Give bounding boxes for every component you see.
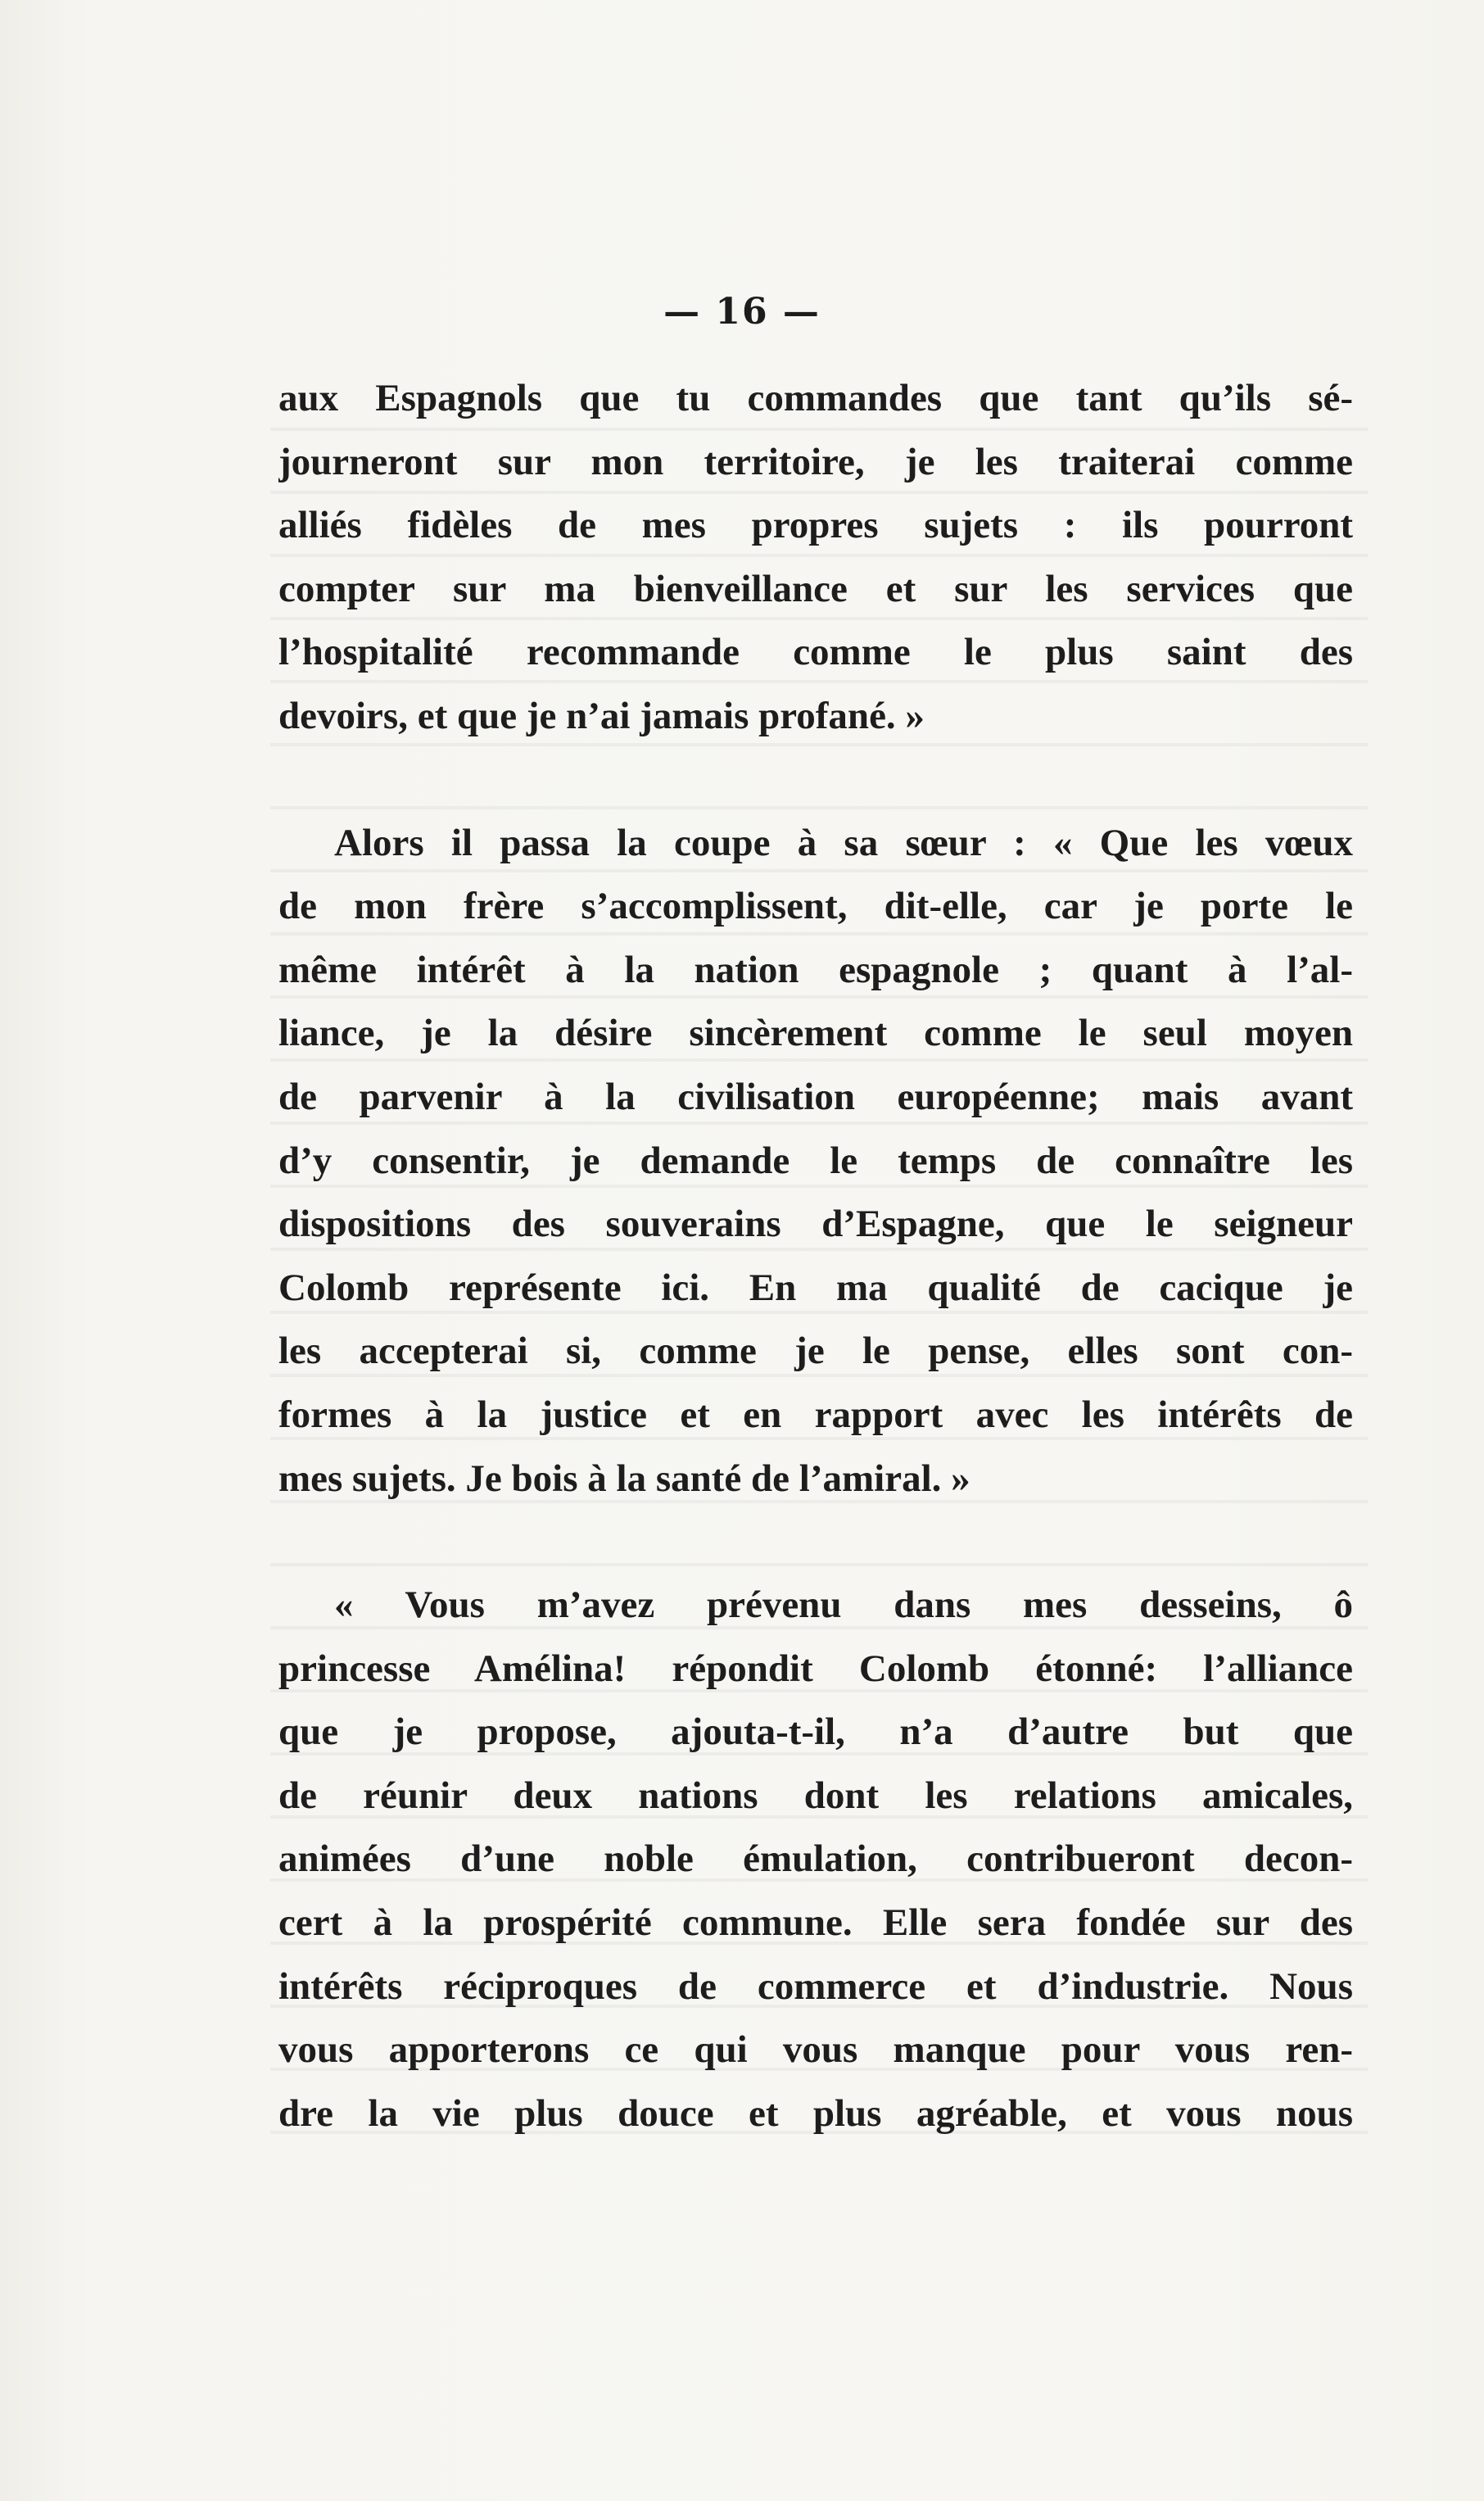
text-line: Alors il passa la coupe à sa sœur : « Que les vœux	[334, 821, 1353, 864]
text-line: de réunir deux nations dont les relations amicales,	[278, 1774, 1353, 1817]
text-line: les accepterai si, comme je le pense, elles sont con-	[278, 1330, 1353, 1373]
text-line: princesse Amélina! répondit Colomb étonné: l’alliance	[278, 1647, 1353, 1690]
paragraph-3	[278, 1574, 1353, 2145]
text-line: journeront sur mon territoire, je les traiterai comme	[278, 440, 1353, 483]
text-line: de mon frère s’accomplissent, dit-elle, car je porte le	[278, 885, 1353, 928]
text-line: animées d’une noble émulation, contribueront decon-	[278, 1837, 1353, 1881]
text-line: formes à la justice et en rapport avec les intérêts de	[278, 1393, 1353, 1436]
text-line: mes sujets. Je bois à la santé de l’amiral. »	[278, 1457, 970, 1500]
paragraph-1	[278, 367, 1353, 749]
text-line: l’hospitalité recommande comme le plus saint des	[278, 631, 1353, 674]
paragraph-2	[278, 812, 1353, 1511]
text-line: aux Espagnols que tu commandes que tant qu’ils sé-	[278, 377, 1353, 419]
text-line: devoirs, et que je n’ai jamais profané. »	[278, 694, 925, 737]
text-line: que je propose, ajouta-t-il, n’a d’autre but que	[278, 1710, 1353, 1754]
text-line: « Vous m’avez prévenu dans mes desseins, ô	[334, 1584, 1353, 1627]
text-line: compter sur ma bienveillance et sur les services que	[278, 567, 1353, 610]
text-line: cert à la prospérité commune. Elle sera fondée sur des	[278, 1901, 1353, 1945]
text-line: même intérêt à la nation espagnole ; quant à l’al-	[278, 948, 1353, 991]
text-line: intérêts réciproques de commerce et d’industrie. Nous	[278, 1964, 1353, 2008]
text-line: dispositions des souverains d’Espagne, que le seigneur	[278, 1203, 1353, 1246]
text-line: Colomb représente ici. En ma qualité de cacique je	[278, 1266, 1353, 1309]
text-line: dre la vie plus douce et plus agréable, et vous nous	[278, 2091, 1353, 2135]
text-line: d’y consentir, je demande le temps de connaître les	[278, 1139, 1353, 1182]
text-line: de parvenir à la civilisation européenne; mais avant	[278, 1075, 1353, 1118]
body-text	[278, 367, 1353, 2145]
text-line: liance, je la désire sincèrement comme le seul moyen	[278, 1012, 1353, 1055]
page-number: — 16 —	[663, 291, 821, 333]
text-line: vous apporterons ce qui vous manque pour vous ren-	[278, 2028, 1353, 2072]
text-line: alliés fidèles de mes propres sujets : ils pourront	[278, 504, 1353, 547]
